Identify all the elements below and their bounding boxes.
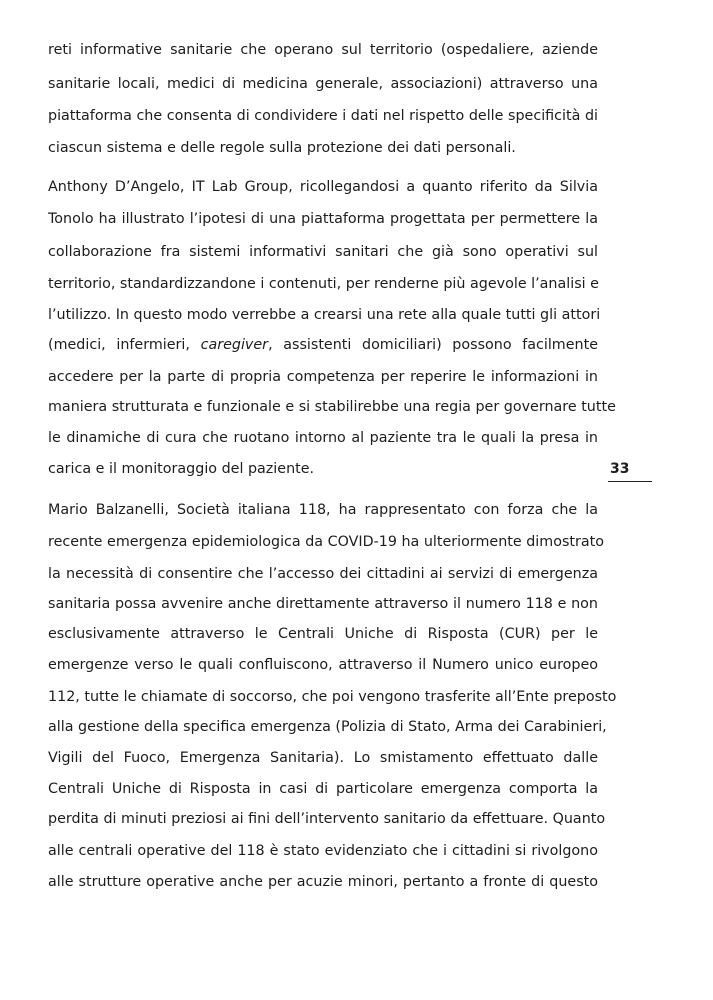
text-line: sanitarie locali, medici di medicina generale, associazioni) attraverso una [48, 76, 598, 92]
text-line-with-emphasis [48, 335, 598, 355]
emphasized-term: caregiver [200, 337, 269, 353]
page-number-rule [608, 481, 652, 482]
text-line: perdita di minuti preziosi ai fini dell’intervento sanitario da effettuare. Quanto [48, 811, 606, 827]
text-line: l’utilizzo. In questo modo verrebbe a crearsi una rete alla quale tutti gli attori [48, 307, 601, 323]
text-line: carica e il monitoraggio del paziente. [48, 461, 315, 477]
text-line: Mario Balzanelli, Società italiana 118, ha rappresentato con forza che la [48, 502, 598, 518]
text-segment: , assistenti domiciliari) possono facilmente [268, 337, 598, 353]
text-line: 112, tutte le chiamate di soccorso, che poi vengono trasferite all’Ente preposto [48, 689, 617, 705]
text-line: alla gestione della specifica emergenza (Polizia di Stato, Arma dei Carabinieri, [48, 719, 607, 735]
page-number: 33 [610, 461, 630, 477]
text-line: alle strutture operative anche per acuzie minori, pertanto a fronte di questo [48, 874, 598, 890]
text-line: accedere per la parte di propria competenza per reperire le informazioni in [48, 369, 598, 385]
text-line: esclusivamente attraverso le Centrali Uniche di Risposta (CUR) per le [48, 626, 598, 642]
text-line: recente emergenza epidemiologica da COVID-19 ha ulteriormente dimostrato [48, 534, 604, 550]
text-line: alle centrali operative del 118 è stato evidenziato che i cittadini si rivolgono [48, 843, 598, 859]
text-line: piattaforma che consenta di condividere i dati nel rispetto delle specificità di [48, 108, 598, 124]
text-line: territorio, standardizzandone i contenuti, per renderne più agevole l’analisi e [48, 276, 599, 292]
text-line: Centrali Uniche di Risposta in casi di particolare emergenza comporta la [48, 781, 598, 797]
text-line: sanitaria possa avvenire anche direttamente attraverso il numero 118 e non [48, 596, 598, 612]
text-line: ciascun sistema e delle regole sulla protezione dei dati personali. [48, 140, 516, 156]
text-line: Vigili del Fuoco, Emergenza Sanitaria). Lo smistamento effettuato dalle [48, 750, 598, 766]
text-segment: (medici, infermieri, [48, 337, 201, 353]
text-line: Tonolo ha illustrato l’ipotesi di una piattaforma progettata per permettere la [48, 211, 598, 227]
text-line: emergenze verso le quali confluiscono, attraverso il Numero unico europeo [48, 657, 598, 673]
text-line: le dinamiche di cura che ruotano intorno al paziente tra le quali la presa in [48, 430, 598, 446]
text-line: Anthony D’Angelo, IT Lab Group, ricollegandosi a quanto riferito da Silvia [48, 179, 598, 195]
text-line: la necessità di consentire che l’accesso dei cittadini ai servizi di emergenza [48, 566, 598, 582]
text-line: collaborazione fra sistemi informativi sanitari che già sono operativi sul [48, 244, 598, 260]
text-line: reti informative sanitarie che operano sul territorio (ospedaliere, aziende [48, 42, 598, 58]
text-line: maniera strutturata e funzionale e si stabilirebbe una regia per governare tutte [48, 399, 616, 415]
